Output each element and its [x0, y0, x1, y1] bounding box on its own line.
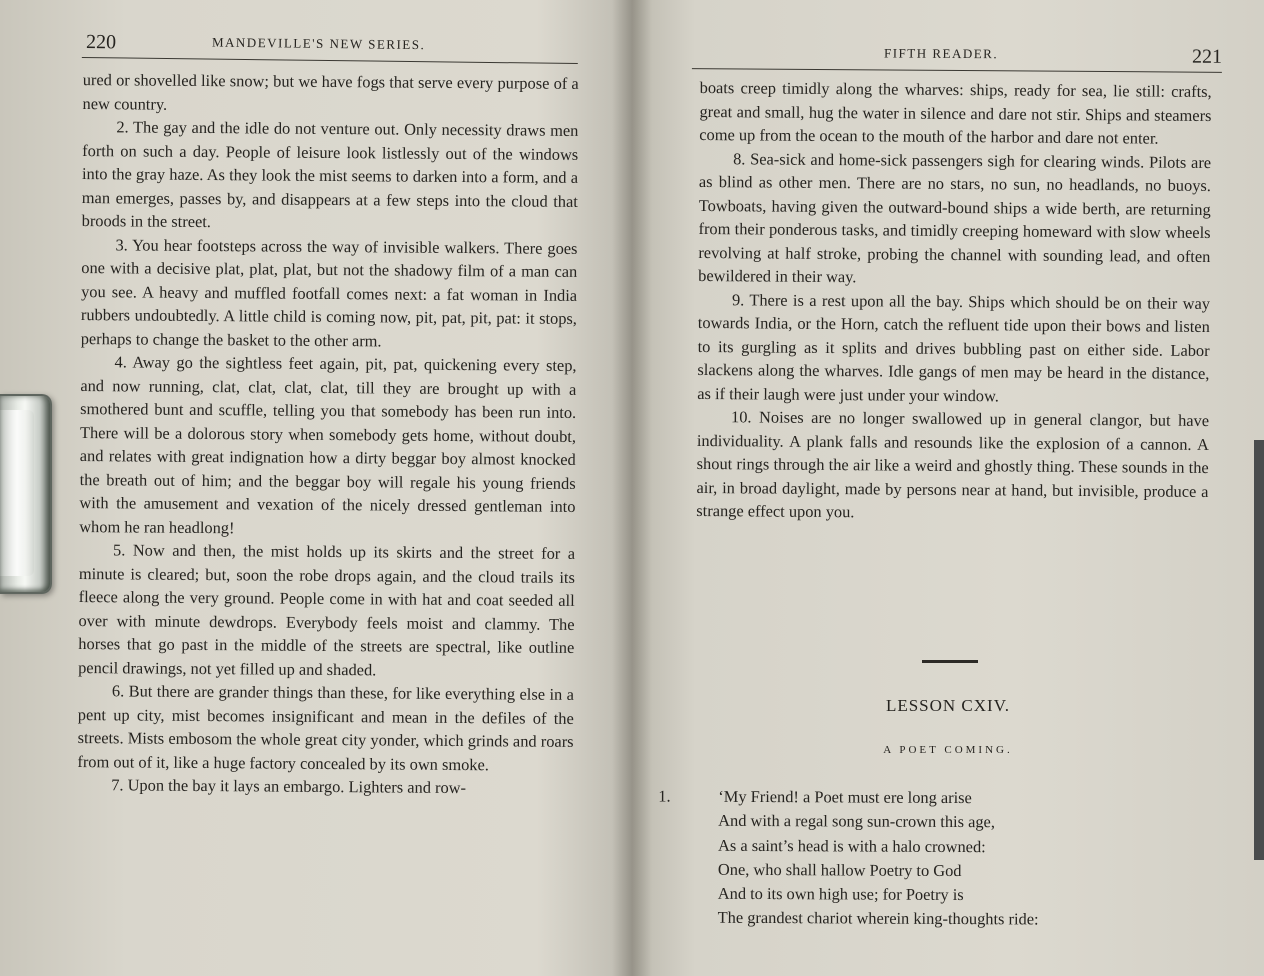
left-paragraph-7: 7. Upon the bay it lays an embargo. Lighters and row-: [111, 775, 467, 798]
poem-line: As a saint’s head is with a halo crowned:: [718, 835, 986, 856]
poem-line: And with a regal song sun-crown this age,: [718, 811, 996, 832]
lesson-subtitle: A POET COMING.: [883, 744, 1013, 756]
left-paragraph-3: 3. You hear footsteps across the way of invisible walkers. There goes one with a decisive plat, plat, plat, but not the shadowy film of a man can you see. A heavy and muffled footfall comes next: a fat woman in India rubbers undoubtedly. A little child is coming now, pit, pat, pit, pat: it stops, perhaps to change the basket to the other arm.: [80, 234, 578, 350]
right-running-header: [692, 38, 1222, 73]
poem-line: And to its own high use; for Poetry is: [717, 883, 964, 905]
left-paragraph-5: 5. Now and then, the mist holds up its skirts and the street for a minute is cleared; but, soon the robe drops again, and the cloud trails its fleece along the very ground. People come in with hat and coat seeded all over with minute dewdrops. Everybody feels moist and clammy. The horses that go past in the middle of the streets are spectral, like outline pencil drawings, not yet filled up and shaded.: [78, 540, 576, 679]
left-page-number: 220: [85, 31, 117, 54]
left-running-head: MANDEVILLE'S NEW SERIES.: [211, 34, 426, 53]
left-paragraph-6: 6. But there are grander things than these, for like everything else in a pent up city, mist becomes insignificant and mean in the defiles of the streets. Mists embosom the whole great city yonder, which grinds and roars from out of it, like a huge factory concealed by its own smoke.: [77, 681, 575, 774]
lesson-title: LESSON CXIV.: [885, 696, 1011, 715]
right-page: [632, 0, 1264, 976]
page-edge-shadow: [1254, 440, 1264, 860]
stanza-number: 1.: [658, 786, 671, 806]
right-paragraph-8: 8. Sea-sick and home-sick passengers sigh for clearing winds. Pilots are as blind as other men. There are no stars, no sun, no headlands, no buoys. Towboats, having given the outward-bound ships a wide berth, are returning from their ponderous tasks, and timidly creeping homeward with slow wheels revolving at half stroke, probing the channel with sounding lead, and often bewildered in their way.: [698, 148, 1212, 287]
right-paragraph-continued: boats creep timidly along the wharves: ships, ready for sea, lie still: crafts, great and small, hug the water in silence and dare not stir. Ships and steamers come up from the ocean to the mouth of the harbor and dare not enter.: [699, 77, 1212, 148]
book-gutter: [612, 0, 652, 976]
left-paragraph-continued: ured or shovelled like snow; but we have fogs that serve every purpose of a new country.: [82, 70, 579, 114]
section-divider-rule: [922, 660, 978, 663]
poem-line-text: ‘My Friend! a Poet must ere long arise: [718, 786, 972, 808]
right-running-head: FIFTH READER.: [883, 45, 999, 62]
poem-line: One, who shall hallow Poetry to God: [717, 859, 962, 880]
poem-line: The grandest chariot wherein king-thoughts ride:: [717, 908, 1039, 929]
left-running-header: [82, 27, 578, 64]
right-paragraph-10: 10. Noises are no longer swallowed up in general clangor, but have individuality. A plank falls and resounds like the explosion of a cannon. A shout rings through the air like a weird and ghostly thing. These sounds in the air, in broad daylight, made by persons near at hand, but invisible, produce a strange effect upon you.: [696, 407, 1210, 522]
left-page-body: [77, 68, 579, 800]
glass-highlight: [0, 410, 34, 576]
right-page-number: 221: [1191, 45, 1223, 68]
glass-page-weight: [0, 394, 52, 594]
right-paragraph-9: 9. There is a rest upon all the bay. Ships which should be on their way towards India, or the Horn, catch the refluent tide upon their bows and listen to its gurgling as it splits and drives bubbling past on either side. Labor slackens along the wharves. Idle gangs of men may be heard in the distance, as if their laugh were just under your window.: [697, 289, 1211, 405]
right-page-body: [696, 76, 1211, 527]
poem-line: [658, 785, 1208, 812]
left-paragraph-4: 4. Away go the sightless feet again, pit, pat, quickening every step, and now running, clat, clat, clat, clat, till they are brought up with a smothered bunt and scuffle, telling you that somebody has been run into. There will be a dolorous story when somebody gets home, without doubt, and relates with great indignation how a dirty beggar boy almost knocked the breath out of him; and the beggar boy will regale his young friends with the amusement and vexation of the nicely dressed gentleman into whom he ran headlong!: [79, 352, 577, 537]
left-paragraph-2: 2. The gay and the idle do not venture out. Only necessity draws men forth on such a day. People of leisure look listlessly out of the windows into the gray haze. As they look the mist seems to darken into a form, and a man emerges, passes by, and disappears at a few steps into the cloud that broods in the street.: [81, 117, 579, 232]
poem: [658, 785, 1209, 934]
